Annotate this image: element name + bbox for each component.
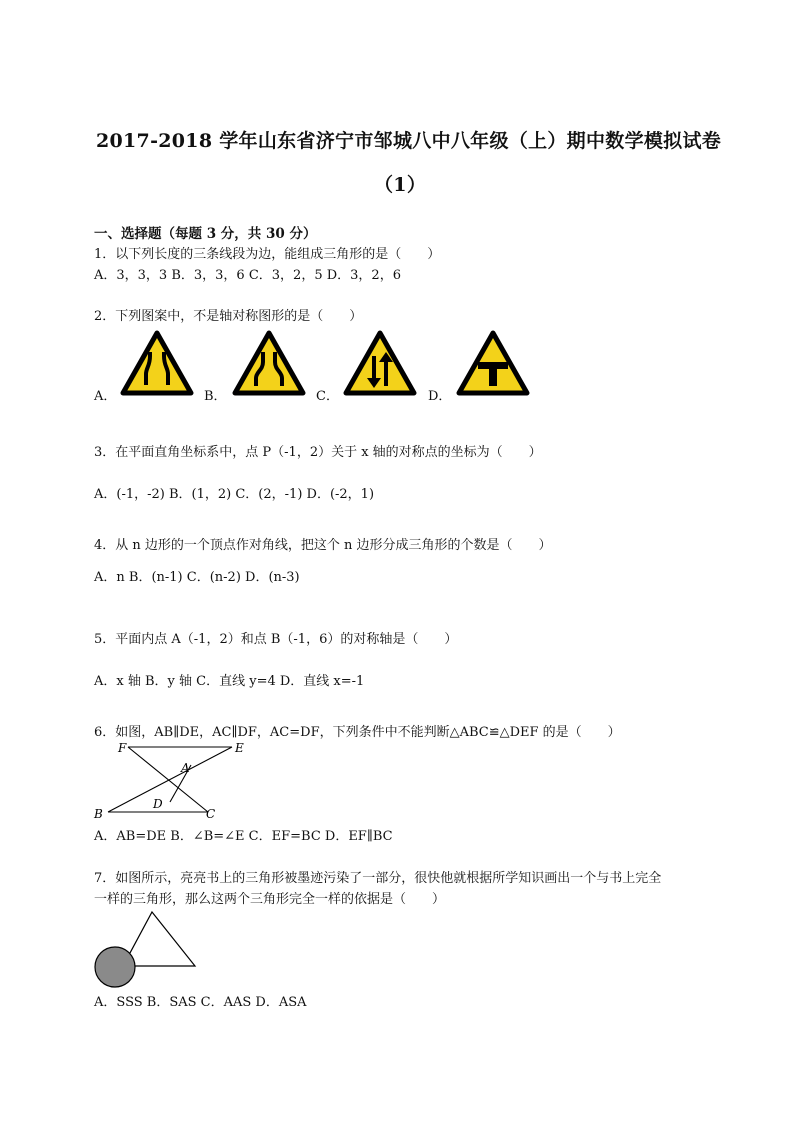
q1-stem: 1．以下列长度的三条线段为边，能组成三角形的是（ ） [94, 247, 441, 262]
q3-stem: 3．在平面直角坐标系中，点 P（-1，2）关于 x 轴的对称点的坐标为（ ） [94, 445, 542, 460]
q7-stem-line1: 7．如图所示，亮亮书上的三角形被墨迹污染了一部分，很快他就根据所学知识画出一个与书上完全 [94, 871, 662, 886]
q3-options: A．(-1，-2) B．(1，2) C．(2，-1) D．(-2，1) [94, 487, 375, 502]
q2-option-c-label: C． [316, 389, 339, 404]
q6-stem: 6．如图，AB∥DE，AC∥DF，AC=DF，下列条件中不能判断△ABC≌△DEF 的是（ ） [94, 725, 621, 740]
q1-options: A．3，3，3 B．3，3，6 C．3，2，5 D．3，2，6 [94, 268, 401, 283]
figure-label-c: C [206, 807, 216, 821]
page-title-line2: （1） [374, 174, 427, 196]
figure-label-e: E [235, 741, 244, 755]
q7-options: A．SSS B．SAS C．AAS D．ASA [94, 995, 307, 1010]
q2-option-d-label: D． [428, 389, 452, 404]
q4-stem: 4．从 n 边形的一个顶点作对角线，把这个 n 边形分成三角形的个数是（ ） [94, 538, 552, 553]
figure-label-d: D [153, 797, 163, 811]
road-narrows-sign-icon [232, 330, 306, 396]
q5-stem: 5．平面内点 A（-1，2）和点 B（-1，6）的对称轴是（ ） [94, 632, 458, 647]
section-heading: 一、选择题（每题 3 分，共 30 分） [94, 226, 317, 242]
two-way-traffic-sign-icon [343, 330, 417, 396]
q5-options: A．x 轴 B．y 轴 C．直线 y=4 D．直线 x=-1 [94, 674, 365, 689]
q4-options: A．n B．(n-1) C．(n-2) D．(n-3) [94, 570, 300, 585]
road-narrows-both-sides-sign-icon [120, 330, 194, 396]
figure-label-f: F [118, 741, 127, 755]
figure-label-b: B [94, 807, 103, 821]
page-title: 2017-2018 学年山东省济宁市邹城八中八年级（上）期中数学模拟试卷 [96, 130, 722, 152]
q2-option-a-label: A． [94, 389, 117, 404]
ink-blot-icon [95, 947, 135, 987]
parallelogram-triangles-figure [90, 738, 260, 823]
t-junction-sign-icon [456, 330, 530, 396]
figure-label-a: A [181, 761, 190, 775]
ink-stained-triangle-figure [92, 908, 202, 988]
q2-stem: 2．下列图案中，不是轴对称图形的是（ ） [94, 309, 363, 324]
q6-options: A．AB=DE B．∠B=∠E C．EF=BC D．EF∥BC [94, 829, 393, 844]
q2-option-b-label: B． [204, 389, 227, 404]
q7-stem-line2: 一样的三角形，那么这两个三角形完全一样的依据是（ ） [94, 892, 446, 907]
